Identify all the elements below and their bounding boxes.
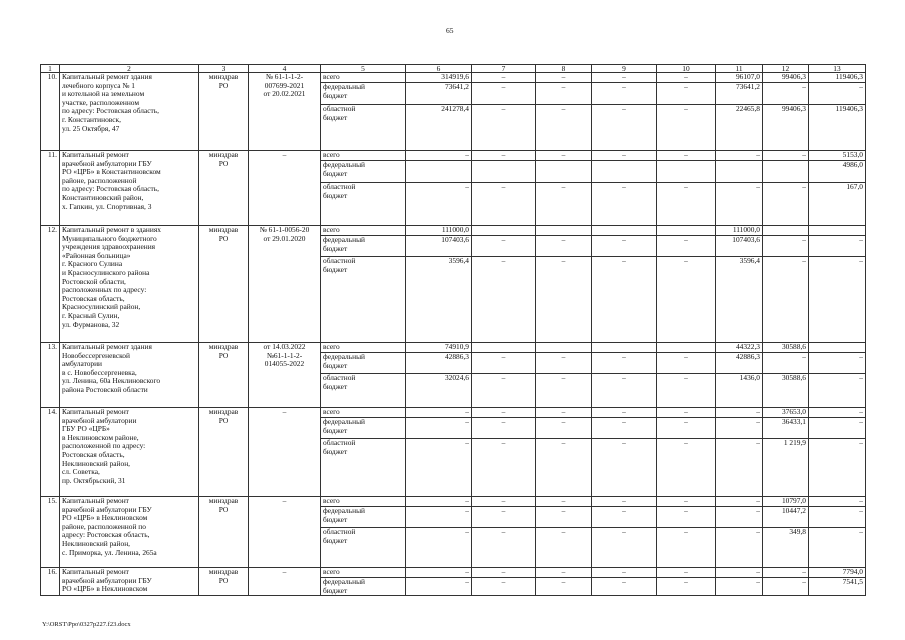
amount-cell: –	[536, 374, 592, 408]
amount-cell: –	[716, 183, 763, 226]
amount-cell: –	[657, 73, 716, 83]
amount-cell: –	[406, 507, 472, 528]
amount-cell: 119406,3	[809, 73, 866, 83]
page-number: 65	[446, 26, 454, 35]
row-number: 16.	[41, 568, 60, 596]
expertise-doc: –	[249, 497, 321, 568]
funding-source-label: всего	[321, 226, 406, 236]
amount-cell: 30588,6	[763, 343, 809, 353]
amount-cell: 111000,0	[716, 226, 763, 236]
amount-cell	[716, 161, 763, 183]
funding-source-label: всего	[321, 408, 406, 418]
amount-cell: –	[592, 578, 657, 596]
funding-source-label: областной бюджет	[321, 183, 406, 226]
amount-cell: –	[763, 83, 809, 105]
amount-cell: –	[657, 568, 716, 578]
amount-cell: –	[716, 568, 763, 578]
amount-cell: 167,0	[809, 183, 866, 226]
amount-cell: 96107,0	[716, 73, 763, 83]
amount-cell: –	[592, 528, 657, 568]
table-row	[41, 73, 866, 83]
amount-cell: –	[406, 497, 472, 507]
amount-cell: –	[657, 497, 716, 507]
amount-cell: –	[809, 528, 866, 568]
amount-cell: –	[657, 439, 716, 497]
amount-cell	[536, 161, 592, 183]
amount-cell: 314919,6	[406, 73, 472, 83]
responsible-org: минздрав РО	[199, 497, 249, 568]
funding-source-label: федеральный бюджет	[321, 507, 406, 528]
amount-cell	[657, 343, 716, 353]
amount-cell: –	[809, 408, 866, 418]
amount-cell	[592, 226, 657, 236]
funding-source-label: областной бюджет	[321, 528, 406, 568]
amount-cell: –	[536, 183, 592, 226]
amount-cell: –	[592, 151, 657, 161]
amount-cell: –	[536, 528, 592, 568]
expertise-doc: –	[249, 568, 321, 596]
amount-cell: 10447,2	[763, 507, 809, 528]
row-number: 15.	[41, 497, 60, 568]
amount-cell: –	[536, 418, 592, 439]
table-row	[41, 151, 866, 161]
amount-cell: –	[592, 439, 657, 497]
amount-cell: –	[809, 83, 866, 105]
row-number: 14.	[41, 408, 60, 497]
file-path-footer: Y:\ORST\Ppo\0327p227.f23.docx	[42, 621, 131, 628]
amount-cell: –	[592, 105, 657, 151]
amount-cell: –	[592, 73, 657, 83]
amount-cell: –	[716, 418, 763, 439]
amount-cell: 10797,0	[763, 497, 809, 507]
responsible-org: минздрав РО	[199, 226, 249, 343]
amount-cell: –	[472, 374, 536, 408]
amount-cell: –	[592, 236, 657, 257]
expertise-doc: № 61-1-0056-20 от 29.01.2020	[249, 226, 321, 343]
amount-cell: 99406,3	[763, 73, 809, 83]
amount-cell: –	[716, 151, 763, 161]
amount-cell: –	[472, 73, 536, 83]
amount-cell: 3596,4	[716, 257, 763, 343]
amount-cell: –	[406, 418, 472, 439]
amount-cell: –	[592, 83, 657, 105]
amount-cell: –	[536, 236, 592, 257]
amount-cell	[472, 226, 536, 236]
amount-cell: –	[716, 439, 763, 497]
expertise-doc: от 14.03.2022 №61-1-1-2- 014055-2022	[249, 343, 321, 408]
table-row	[41, 408, 866, 418]
object-name: Капитальный ремонт врачебной амбулатории ГБУ РО «ЦРБ» в Неклиновском районе, расположенной по адресу: Ростовская область, Неклиновский район, с. Приморка, ул. Ленина, 265а	[60, 497, 199, 568]
funding-source-label: федеральный бюджет	[321, 83, 406, 105]
amount-cell: –	[592, 507, 657, 528]
amount-cell: –	[716, 408, 763, 418]
amount-cell: –	[657, 183, 716, 226]
amount-cell: –	[472, 83, 536, 105]
amount-cell: –	[809, 353, 866, 374]
amount-cell: 1436,0	[716, 374, 763, 408]
column-number: 2	[60, 65, 199, 73]
amount-cell: –	[472, 353, 536, 374]
column-number: 12	[763, 65, 809, 73]
funding-source-label: областной бюджет	[321, 439, 406, 497]
column-number: 10	[657, 65, 716, 73]
amount-cell: –	[809, 236, 866, 257]
object-name: Капитальный ремонт здания Новобессергеневской амбулатории в с. Новобессергеневка, ул. Ленина, 60а Неклиновского района Ростовской области	[60, 343, 199, 408]
column-number: 6	[406, 65, 472, 73]
amount-cell: –	[657, 578, 716, 596]
amount-cell: –	[716, 497, 763, 507]
amount-cell: –	[536, 73, 592, 83]
amount-cell: 42886,3	[406, 353, 472, 374]
amount-cell	[809, 226, 866, 236]
amount-cell: –	[406, 439, 472, 497]
responsible-org: минздрав РО	[199, 343, 249, 408]
amount-cell: –	[592, 183, 657, 226]
column-number: 9	[592, 65, 657, 73]
amount-cell: 7541,5	[809, 578, 866, 596]
amount-cell	[406, 161, 472, 183]
amount-cell: 241278,4	[406, 105, 472, 151]
amount-cell: 107403,6	[406, 236, 472, 257]
funding-source-label: областной бюджет	[321, 257, 406, 343]
amount-cell: 30588,6	[763, 374, 809, 408]
amount-cell	[809, 343, 866, 353]
amount-cell: –	[592, 353, 657, 374]
amount-cell: –	[536, 439, 592, 497]
responsible-org: минздрав РО	[199, 73, 249, 151]
amount-cell: –	[472, 507, 536, 528]
amount-cell: –	[592, 408, 657, 418]
amount-cell: 44322,3	[716, 343, 763, 353]
table-row	[41, 226, 866, 236]
amount-cell: –	[657, 528, 716, 568]
column-number: 1	[41, 65, 60, 73]
amount-cell: –	[657, 151, 716, 161]
amount-cell: 22465,8	[716, 105, 763, 151]
amount-cell: –	[536, 151, 592, 161]
funding-source-label: федеральный бюджет	[321, 353, 406, 374]
amount-cell: –	[716, 528, 763, 568]
responsible-org: минздрав РО	[199, 408, 249, 497]
table-row	[41, 343, 866, 353]
amount-cell: –	[716, 578, 763, 596]
amount-cell: –	[592, 568, 657, 578]
amount-cell	[536, 343, 592, 353]
responsible-org: минздрав РО	[199, 151, 249, 226]
column-number: 13	[809, 65, 866, 73]
amount-cell: –	[536, 497, 592, 507]
amount-cell: –	[536, 83, 592, 105]
amount-cell: –	[809, 257, 866, 343]
amount-cell: –	[763, 236, 809, 257]
amount-cell: –	[592, 497, 657, 507]
amount-cell: 37653,0	[763, 408, 809, 418]
table-row	[41, 497, 866, 507]
amount-cell: –	[536, 257, 592, 343]
amount-cell: 119406,3	[809, 105, 866, 151]
amount-cell: –	[763, 151, 809, 161]
column-number: 5	[321, 65, 406, 73]
funding-source-label: всего	[321, 151, 406, 161]
amount-cell: –	[472, 151, 536, 161]
amount-cell: –	[592, 257, 657, 343]
amount-cell: –	[406, 528, 472, 568]
amount-cell: –	[657, 105, 716, 151]
amount-cell: –	[472, 528, 536, 568]
amount-cell: –	[657, 418, 716, 439]
budget-table	[40, 64, 866, 596]
amount-cell	[592, 343, 657, 353]
object-name: Капитальный ремонт врачебной амбулатории ГБУ РО «ЦРБ» в Неклиновском районе, расположенной по адресу: Ростовская область, Неклиновский район, сл. Советка, пр. Октябрьский, 31	[60, 408, 199, 497]
object-name: Капитальный ремонт здания лечебного корпуса № 1 и котельной на земельном участке, расположенном по адресу: Ростовская область, г. Константиновск, ул. 25 Октября, 47	[60, 73, 199, 151]
row-number: 12.	[41, 226, 60, 343]
amount-cell: –	[809, 374, 866, 408]
funding-source-label: всего	[321, 497, 406, 507]
amount-cell: –	[536, 353, 592, 374]
column-number: 4	[249, 65, 321, 73]
amount-cell: –	[406, 408, 472, 418]
amount-cell: –	[657, 353, 716, 374]
amount-cell: –	[809, 418, 866, 439]
amount-cell: –	[763, 257, 809, 343]
amount-cell: –	[472, 257, 536, 343]
amount-cell: –	[472, 418, 536, 439]
amount-cell: 99406,3	[763, 105, 809, 151]
amount-cell	[592, 161, 657, 183]
funding-source-label: федеральный бюджет	[321, 578, 406, 596]
amount-cell: –	[472, 408, 536, 418]
amount-cell	[657, 226, 716, 236]
funding-source-label: всего	[321, 73, 406, 83]
amount-cell: 74910,9	[406, 343, 472, 353]
object-name: Капитальный ремонт в зданиях Муниципального бюджетного учреждения здравоохранения «Районная больница» г. Красного Сулина и Красносулинского района Ростовской области, расположенных по адресу: Ростовская область, Красносулинский район, г. Красный Сулин, ул. Фурманова, 32	[60, 226, 199, 343]
amount-cell: 1 219,9	[763, 439, 809, 497]
amount-cell: –	[536, 507, 592, 528]
amount-cell: –	[716, 507, 763, 528]
amount-cell: 107403,6	[716, 236, 763, 257]
expertise-doc: –	[249, 151, 321, 226]
object-name: Капитальный ремонт врачебной амбулатории ГБУ РО «ЦРБ» в Неклиновском	[60, 568, 199, 596]
object-name: Капитальный ремонт врачебной амбулатории ГБУ РО «ЦРБ» в Константиновском районе, расположенной по адресу: Ростовская область, Константиновский район, х. Гапкин, ул. Спортивная, 3	[60, 151, 199, 226]
column-number: 8	[536, 65, 592, 73]
column-number: 7	[472, 65, 536, 73]
amount-cell: 42886,3	[716, 353, 763, 374]
column-number: 11	[716, 65, 763, 73]
amount-cell: 73641,2	[406, 83, 472, 105]
funding-source-label: всего	[321, 568, 406, 578]
amount-cell: –	[657, 374, 716, 408]
amount-cell: –	[406, 151, 472, 161]
column-numbers-row	[41, 65, 866, 73]
amount-cell: –	[472, 497, 536, 507]
amount-cell: –	[472, 105, 536, 151]
amount-cell: –	[472, 568, 536, 578]
expertise-doc: № 61-1-1-2- 007699-2021 от 20.02.2021	[249, 73, 321, 151]
funding-source-label: федеральный бюджет	[321, 161, 406, 183]
funding-source-label: всего	[321, 343, 406, 353]
expertise-doc: –	[249, 408, 321, 497]
amount-cell: 111000,0	[406, 226, 472, 236]
amount-cell: –	[536, 568, 592, 578]
funding-source-label: федеральный бюджет	[321, 418, 406, 439]
amount-cell: –	[763, 183, 809, 226]
amount-cell: –	[763, 353, 809, 374]
amount-cell	[763, 161, 809, 183]
amount-cell: –	[536, 408, 592, 418]
funding-source-label: областной бюджет	[321, 374, 406, 408]
amount-cell: –	[472, 183, 536, 226]
amount-cell	[536, 226, 592, 236]
responsible-org: минздрав РО	[199, 568, 249, 596]
column-number: 3	[199, 65, 249, 73]
amount-cell: –	[536, 105, 592, 151]
amount-cell: 4986,0	[809, 161, 866, 183]
amount-cell: –	[406, 183, 472, 226]
amount-cell: –	[406, 568, 472, 578]
table-row	[41, 568, 866, 578]
row-number: 10.	[41, 73, 60, 151]
amount-cell: –	[406, 578, 472, 596]
amount-cell: 73641,2	[716, 83, 763, 105]
amount-cell	[472, 161, 536, 183]
amount-cell: 349,8	[763, 528, 809, 568]
amount-cell: –	[809, 439, 866, 497]
row-number: 11.	[41, 151, 60, 226]
amount-cell: –	[592, 418, 657, 439]
amount-cell: –	[763, 578, 809, 596]
amount-cell: 7794,0	[809, 568, 866, 578]
amount-cell: –	[763, 568, 809, 578]
amount-cell: –	[657, 408, 716, 418]
amount-cell: 3596,4	[406, 257, 472, 343]
row-number: 13.	[41, 343, 60, 408]
amount-cell: –	[809, 497, 866, 507]
amount-cell: –	[536, 578, 592, 596]
amount-cell: –	[657, 507, 716, 528]
amount-cell: 36433,1	[763, 418, 809, 439]
amount-cell	[763, 226, 809, 236]
amount-cell: –	[657, 83, 716, 105]
amount-cell: –	[472, 236, 536, 257]
amount-cell: –	[809, 507, 866, 528]
amount-cell	[472, 343, 536, 353]
funding-source-label: областной бюджет	[321, 105, 406, 151]
amount-cell: –	[472, 439, 536, 497]
amount-cell: 32024,6	[406, 374, 472, 408]
funding-source-label: федеральный бюджет	[321, 236, 406, 257]
amount-cell: –	[592, 374, 657, 408]
amount-cell: –	[657, 236, 716, 257]
amount-cell	[657, 161, 716, 183]
amount-cell: 5153,0	[809, 151, 866, 161]
amount-cell: –	[657, 257, 716, 343]
amount-cell: –	[472, 578, 536, 596]
